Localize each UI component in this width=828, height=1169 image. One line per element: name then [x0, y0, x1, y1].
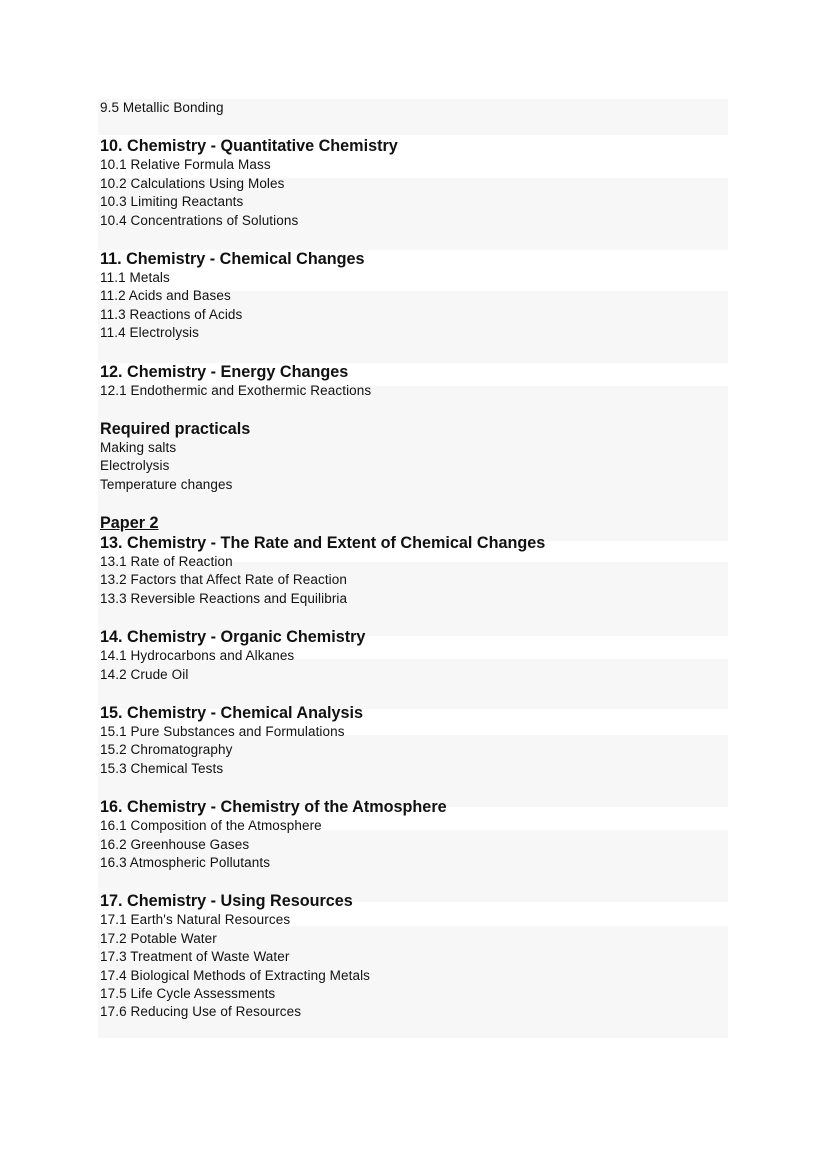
list-item: 17.5 Life Cycle Assessments — [100, 985, 276, 1001]
section-heading: 17. Chemistry - Using Resources — [100, 892, 353, 911]
section-heading: Required practicals — [100, 419, 251, 438]
section-heading: 11. Chemistry - Chemical Changes — [100, 249, 365, 268]
list-item: 14.2 Crude Oil — [100, 666, 189, 682]
list-item: 16.1 Composition of the Atmosphere — [100, 818, 322, 834]
list-item: 16.3 Atmospheric Pollutants — [100, 854, 271, 870]
list-item: 11.4 Electrolysis — [100, 325, 199, 341]
section-heading: 13. Chemistry - The Rate and Extent of Chemical Changes — [100, 534, 546, 553]
list-item: 15.2 Chromatography — [100, 742, 233, 758]
list-item: 10.2 Calculations Using Moles — [100, 175, 285, 191]
list-item: 14.1 Hydrocarbons and Alkanes — [100, 648, 295, 664]
list-item: 13.2 Factors that Affect Rate of Reaction — [100, 572, 347, 588]
list-item: 15.3 Chemical Tests — [100, 760, 224, 776]
section-heading: 12. Chemistry - Energy Changes — [100, 362, 349, 381]
list-item: 13.3 Reversible Reactions and Equilibria — [100, 590, 348, 606]
section-heading: 14. Chemistry - Organic Chemistry — [100, 628, 366, 647]
paper-label: Paper 2 — [100, 514, 159, 533]
list-item: 16.2 Greenhouse Gases — [100, 836, 250, 852]
list-item: Making salts — [100, 439, 177, 455]
document-content — [100, 99, 720, 1022]
list-item: 17.2 Potable Water — [100, 930, 217, 946]
list-item: Temperature changes — [100, 476, 233, 492]
list-item: Electrolysis — [100, 458, 170, 474]
list-item: 11.2 Acids and Bases — [100, 288, 231, 304]
list-item: 13.1 Rate of Reaction — [100, 554, 233, 570]
list-item: 11.1 Metals — [100, 269, 170, 285]
list-item: 10.4 Concentrations of Solutions — [100, 212, 299, 228]
section-heading: 15. Chemistry - Chemical Analysis — [100, 704, 364, 723]
section-heading: 16. Chemistry - Chemistry of the Atmosphere — [100, 798, 447, 817]
list-item: 15.1 Pure Substances and Formulations — [100, 724, 345, 740]
list-item: 10.3 Limiting Reactants — [100, 194, 244, 210]
list-item: 17.1 Earth's Natural Resources — [100, 912, 291, 928]
list-item: 12.1 Endothermic and Exothermic Reactions — [100, 382, 372, 398]
list-item: 11.3 Reactions of Acids — [100, 306, 243, 322]
list-item: 10.1 Relative Formula Mass — [100, 157, 271, 173]
section-heading: 10. Chemistry - Quantitative Chemistry — [100, 137, 398, 156]
list-item: 17.6 Reducing Use of Resources — [100, 1004, 302, 1020]
list-item: 17.4 Biological Methods of Extracting Metals — [100, 967, 371, 983]
list-item: 17.3 Treatment of Waste Water — [100, 949, 290, 965]
list-item: 9.5 Metallic Bonding — [100, 100, 224, 115]
